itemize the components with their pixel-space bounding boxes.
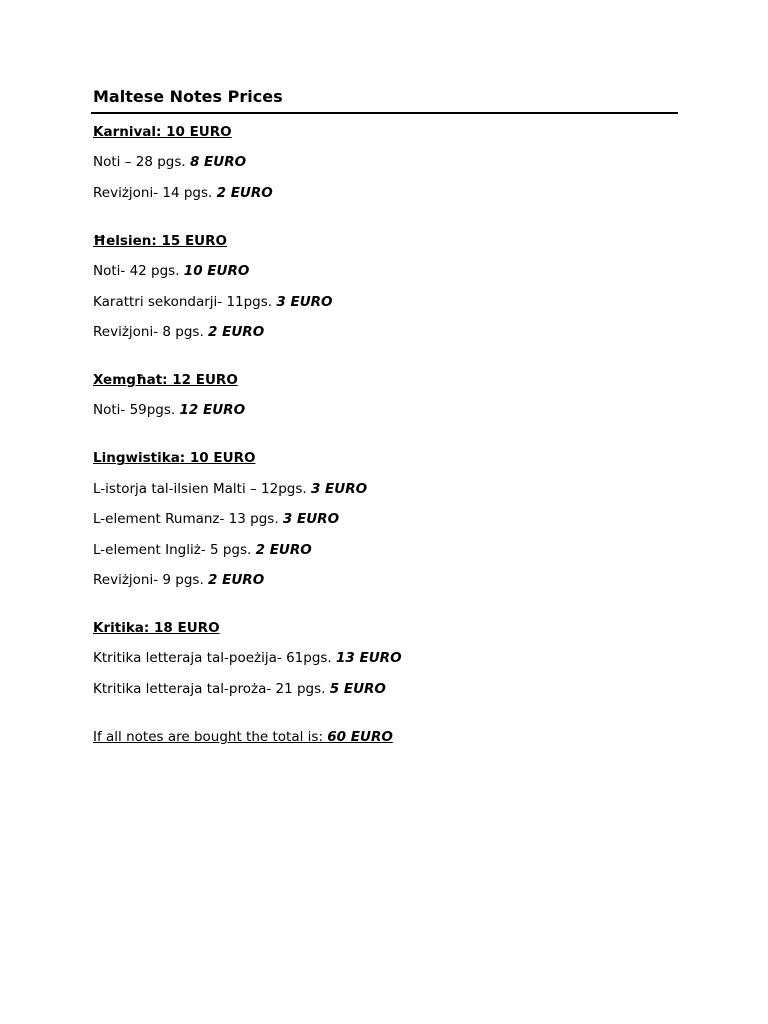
item-text: Noti – 28 pgs.: [93, 154, 190, 171]
item-price: 3 EURO: [282, 511, 340, 528]
price-item: [93, 401, 678, 419]
price-item: [93, 680, 678, 698]
item-price: 5 EURO: [329, 680, 386, 697]
total-price: 60 EURO: [327, 728, 393, 745]
price-item: [93, 153, 678, 171]
section-heading: Karnival: 10 EURO: [93, 124, 232, 140]
item-price: 3 EURO: [310, 480, 368, 497]
item-text: Ktritika letteraja tal-poeżija- 61pgs.: [93, 650, 336, 667]
price-item: [93, 184, 678, 202]
document-page: [93, 86, 678, 746]
item-price: 2 EURO: [255, 541, 312, 558]
item-price: 3 EURO: [276, 293, 333, 310]
section-total: [93, 728, 678, 746]
price-item: [93, 262, 678, 280]
price-item: [93, 541, 678, 559]
total-line: [93, 728, 678, 746]
item-text: Noti- 42 pgs.: [93, 263, 184, 280]
item-price: 2 EURO: [216, 184, 273, 201]
item-text: L-istorja tal-ilsien Malti – 12pgs.: [93, 480, 311, 497]
price-item: [93, 293, 678, 311]
section-heading: Ħelsien: 15 EURO: [93, 232, 227, 249]
section-heading: Lingwistika: 10 EURO: [93, 450, 256, 467]
item-text: L-element Ingliż- 5 pgs.: [93, 541, 256, 558]
section-karnival: [93, 123, 678, 202]
item-text: Noti- 59pgs.: [93, 402, 180, 419]
price-item: [93, 649, 678, 667]
item-text: Karattri sekondarji- 11pgs.: [93, 293, 277, 310]
price-item: [93, 571, 678, 589]
total-text: If all notes are bought the total is:: [93, 728, 328, 745]
item-text: L-element Rumanz- 13 pgs.: [93, 511, 283, 528]
item-price: 10 EURO: [183, 263, 250, 280]
item-price: 8 EURO: [189, 154, 247, 171]
price-item: [93, 510, 678, 528]
item-price: 12 EURO: [179, 402, 246, 419]
page-title: Maltese Notes Prices: [91, 86, 678, 114]
section-kritika: [93, 619, 678, 698]
item-text: Reviżjoni- 9 pgs.: [93, 571, 209, 588]
item-price: 2 EURO: [208, 571, 265, 588]
section-heading: Xemgħat: 12 EURO: [93, 371, 238, 388]
section-heading: Kritika: 18 EURO: [93, 619, 220, 636]
price-item: [93, 480, 678, 498]
section-lingwistika: [93, 449, 678, 589]
section-helsien: [93, 232, 678, 341]
item-price: 13 EURO: [336, 650, 402, 667]
section-xemghat: [93, 371, 678, 419]
price-item: [93, 323, 678, 341]
item-text: Reviżjoni- 8 pgs.: [93, 323, 209, 340]
item-price: 2 EURO: [208, 323, 265, 340]
item-text: Reviżjoni- 14 pgs.: [93, 184, 217, 201]
item-text: Ktritika letteraja tal-proża- 21 pgs.: [93, 680, 330, 697]
